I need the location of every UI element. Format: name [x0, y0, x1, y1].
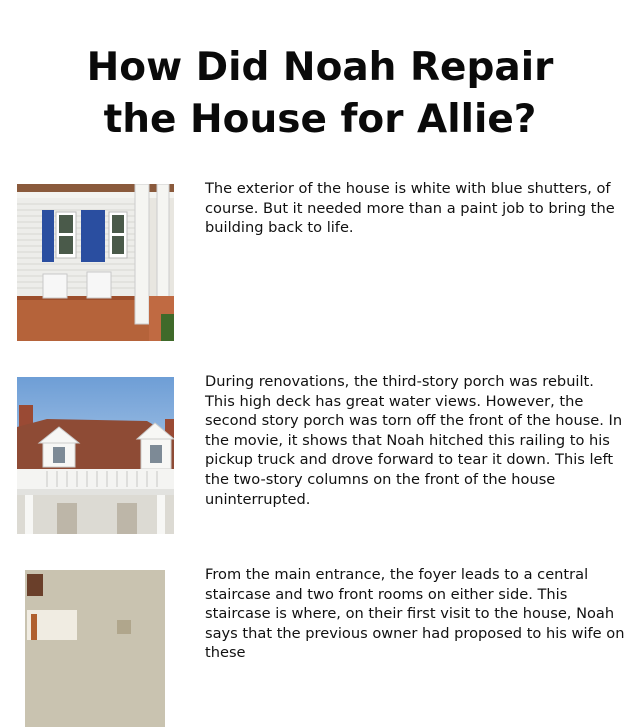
section-text: The exterior of the house is white with blue shutters, of course. But it needed more than a paint job to bring the building back to life. [205, 180, 615, 237]
page-title-line-2: the House for Allie? [103, 97, 537, 142]
page-title [0, 42, 640, 146]
porch-exterior-photo [17, 184, 174, 341]
section-text: During renovations, the third-story porch was rebuilt. This high deck has great water views. However, the second story porch was torn off the front of the house. In the movie, it shows that Noah hitched this railing to his pickup truck and drove forward to tear it down. This left the two-story columns on the front of the house uninterrupted. [205, 373, 623, 508]
page-title-line-1: How Did Noah Repair [86, 45, 554, 90]
foyer-interior-photo [17, 570, 174, 727]
house-roof-porch-photo [17, 377, 174, 534]
section-text: From the main entrance, the foyer leads to a central staircase and two front rooms on either side. This staircase is where, on their first visit to the house, Noah says that the previous owner had proposed to his wife on these [205, 566, 625, 662]
